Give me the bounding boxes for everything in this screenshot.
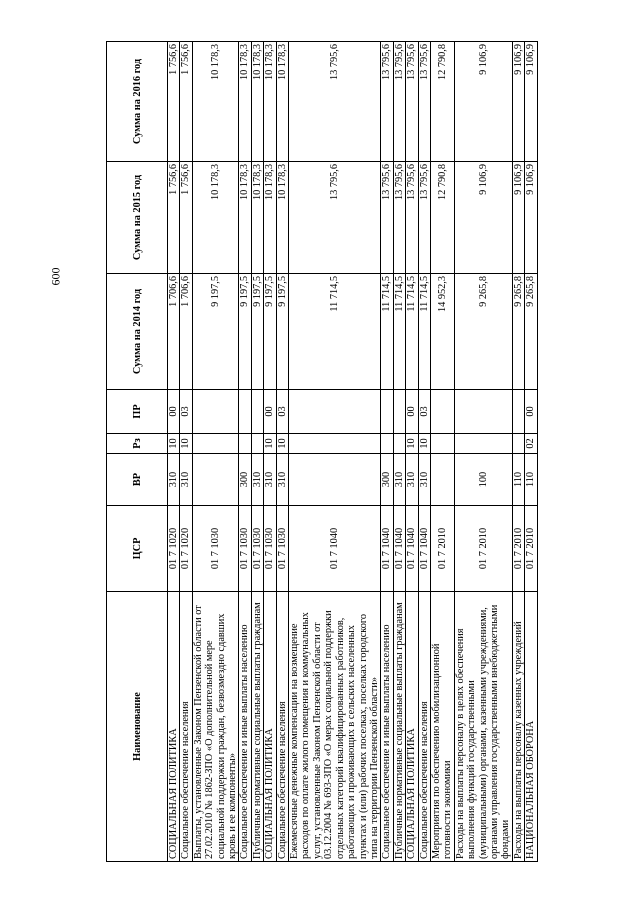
cell-rz: 10 <box>276 434 288 454</box>
cell-rz: 02 <box>525 434 537 454</box>
cell-rz <box>289 434 381 454</box>
cell-sum-2014: 9 197,5 <box>192 274 239 390</box>
cell-vr: 310 <box>393 454 405 506</box>
cell-sum-2016: 13 795,6 <box>393 42 405 162</box>
cell-name: Публичные нормативные социальные выплаты гражданам <box>393 592 405 862</box>
table-row <box>264 42 276 862</box>
cell-pr <box>381 390 393 434</box>
cell-vr <box>192 454 239 506</box>
cell-sum-2016: 1 756,6 <box>180 42 192 162</box>
cell-sum-2015: 9 106,9 <box>454 162 512 274</box>
cell-sum-2014: 1 706,6 <box>180 274 192 390</box>
table-row <box>512 42 524 862</box>
cell-csr: 01 7 1040 <box>393 506 405 592</box>
cell-pr: 00 <box>406 390 418 434</box>
cell-sum-2015: 1 756,6 <box>180 162 192 274</box>
cell-csr: 01 7 2010 <box>512 506 524 592</box>
cell-rz: 10 <box>180 434 192 454</box>
cell-vr: 310 <box>168 454 180 506</box>
cell-sum-2014: 9 197,5 <box>264 274 276 390</box>
cell-csr: 01 7 2010 <box>430 506 454 592</box>
cell-name: НАЦИОНАЛЬНАЯ ОБОРОНА <box>525 592 537 862</box>
cell-csr: 01 7 2010 <box>525 506 537 592</box>
cell-sum-2015: 13 795,6 <box>393 162 405 274</box>
cell-sum-2015: 10 178,3 <box>251 162 263 274</box>
cell-csr: 01 7 1040 <box>289 506 381 592</box>
cell-csr: 01 7 1040 <box>418 506 430 592</box>
cell-pr: 00 <box>264 390 276 434</box>
cell-vr: 310 <box>180 454 192 506</box>
cell-sum-2014: 11 714,5 <box>381 274 393 390</box>
cell-csr: 01 7 1020 <box>180 506 192 592</box>
cell-name: Расходы на выплаты персоналу казенных учреждений <box>512 592 524 862</box>
table-row <box>525 42 537 862</box>
cell-vr: 300 <box>239 454 251 506</box>
header-name: Наименование <box>107 592 168 862</box>
cell-pr <box>393 390 405 434</box>
cell-pr <box>289 390 381 434</box>
page-number <box>46 256 66 296</box>
cell-sum-2016: 10 178,3 <box>251 42 263 162</box>
cell-sum-2015: 10 178,3 <box>276 162 288 274</box>
cell-vr <box>289 454 381 506</box>
cell-name: Выплаты, установленные Законом Пензенской области от 27.02.2010 № 1862-ЗПО «О дополнительной мере социальной поддержки граждан, безвозмездно сдавших кровь и ее компоненты» <box>192 592 239 862</box>
cell-vr: 310 <box>264 454 276 506</box>
cell-sum-2016: 10 178,3 <box>192 42 239 162</box>
table-row <box>180 42 192 862</box>
cell-csr: 01 7 1030 <box>239 506 251 592</box>
cell-name: Социальное обеспечение населения <box>276 592 288 862</box>
cell-csr: 01 7 2010 <box>454 506 512 592</box>
table-row <box>430 42 454 862</box>
cell-csr: 01 7 1020 <box>168 506 180 592</box>
cell-sum-2015: 13 795,6 <box>406 162 418 274</box>
cell-sum-2016: 9 106,9 <box>512 42 524 162</box>
header-csr: ЦСР <box>107 506 168 592</box>
cell-rz <box>430 434 454 454</box>
header-rz: Рз <box>107 434 168 454</box>
cell-csr: 01 7 1040 <box>406 506 418 592</box>
cell-sum-2014: 1 706,6 <box>168 274 180 390</box>
cell-vr: 310 <box>418 454 430 506</box>
table-row <box>393 42 405 862</box>
cell-vr: 310 <box>406 454 418 506</box>
cell-vr: 110 <box>525 454 537 506</box>
table-header-row <box>107 42 168 862</box>
cell-name: Социальное обеспечение населения <box>180 592 192 862</box>
cell-pr <box>512 390 524 434</box>
cell-sum-2015: 9 106,9 <box>512 162 524 274</box>
cell-pr: 00 <box>525 390 537 434</box>
table-row <box>276 42 288 862</box>
table-row <box>406 42 418 862</box>
cell-name: Ежемесячные денежные компенсации на возмещение расходов по оплате жилого помещения и коммунальных услуг, установленные Законом Пензенской области от 03.12.2004 № 693-ЗПО «О мерах социальной поддержки отдельных категорий квалифицированных работников, работающих и проживающих в сельских населенных пунктах и (или) рабочих поселках, поселках городского типа на территории Пензенской области» <box>289 592 381 862</box>
cell-sum-2014: 9 265,8 <box>525 274 537 390</box>
cell-csr: 01 7 1030 <box>192 506 239 592</box>
cell-name: СОЦИАЛЬНАЯ ПОЛИТИКА <box>168 592 180 862</box>
cell-pr: 03 <box>418 390 430 434</box>
cell-rz: 10 <box>418 434 430 454</box>
cell-sum-2016: 10 178,3 <box>264 42 276 162</box>
cell-pr: 03 <box>276 390 288 434</box>
cell-sum-2015: 10 178,3 <box>192 162 239 274</box>
cell-rz <box>454 434 512 454</box>
header-sum-2016: Сумма на 2016 год <box>107 42 168 162</box>
cell-name: Расходы на выплаты персоналу в целях обеспечения выполнения функций государственными (муниципальными) органами, казенными учреждениями, органами управления государственными внебюджетными фондами <box>454 592 512 862</box>
rotated-table-area <box>106 42 537 862</box>
cell-vr <box>430 454 454 506</box>
cell-rz: 10 <box>406 434 418 454</box>
cell-sum-2015: 13 795,6 <box>289 162 381 274</box>
cell-sum-2015: 12 790,8 <box>430 162 454 274</box>
cell-sum-2016: 10 178,3 <box>239 42 251 162</box>
cell-sum-2014: 11 714,5 <box>406 274 418 390</box>
cell-sum-2014: 9 197,5 <box>239 274 251 390</box>
table-container <box>106 42 537 862</box>
cell-vr: 300 <box>381 454 393 506</box>
cell-pr <box>430 390 454 434</box>
cell-rz: 10 <box>168 434 180 454</box>
header-vr: ВР <box>107 454 168 506</box>
cell-sum-2016: 13 795,6 <box>289 42 381 162</box>
cell-name: Социальное обеспечение населения <box>418 592 430 862</box>
cell-sum-2015: 13 795,6 <box>381 162 393 274</box>
cell-sum-2016: 10 178,3 <box>276 42 288 162</box>
cell-name: СОЦИАЛЬНАЯ ПОЛИТИКА <box>406 592 418 862</box>
cell-pr: 00 <box>168 390 180 434</box>
cell-sum-2016: 12 790,8 <box>430 42 454 162</box>
cell-pr: 03 <box>180 390 192 434</box>
table-row <box>454 42 512 862</box>
cell-sum-2015: 13 795,6 <box>418 162 430 274</box>
cell-sum-2015: 1 756,6 <box>168 162 180 274</box>
cell-name: Публичные нормативные социальные выплаты гражданам <box>251 592 263 862</box>
cell-vr: 310 <box>276 454 288 506</box>
page-number-text: 600 <box>48 267 63 285</box>
cell-rz: 10 <box>264 434 276 454</box>
cell-pr <box>239 390 251 434</box>
cell-name: Социальное обеспечение и иные выплаты населению <box>239 592 251 862</box>
cell-pr <box>251 390 263 434</box>
cell-sum-2014: 9 197,5 <box>276 274 288 390</box>
cell-sum-2016: 1 756,6 <box>168 42 180 162</box>
table-row <box>168 42 180 862</box>
cell-pr <box>454 390 512 434</box>
cell-sum-2014: 9 197,5 <box>251 274 263 390</box>
cell-rz <box>239 434 251 454</box>
table-row <box>381 42 393 862</box>
cell-csr: 01 7 1030 <box>264 506 276 592</box>
cell-sum-2016: 13 795,6 <box>406 42 418 162</box>
cell-sum-2014: 14 952,3 <box>430 274 454 390</box>
cell-vr: 110 <box>512 454 524 506</box>
cell-sum-2016: 13 795,6 <box>418 42 430 162</box>
cell-sum-2016: 9 106,9 <box>525 42 537 162</box>
cell-sum-2016: 13 795,6 <box>381 42 393 162</box>
cell-name: СОЦИАЛЬНАЯ ПОЛИТИКА <box>264 592 276 862</box>
cell-csr: 01 7 1030 <box>251 506 263 592</box>
cell-sum-2015: 9 106,9 <box>525 162 537 274</box>
cell-csr: 01 7 1030 <box>276 506 288 592</box>
cell-name: Мероприятия по обеспечению мобилизационной готовности экономики <box>430 592 454 862</box>
cell-csr: 01 7 1040 <box>381 506 393 592</box>
cell-rz <box>192 434 239 454</box>
cell-sum-2015: 10 178,3 <box>264 162 276 274</box>
table-row <box>289 42 381 862</box>
cell-sum-2015: 10 178,3 <box>239 162 251 274</box>
table-row <box>192 42 239 862</box>
cell-sum-2014: 11 714,5 <box>289 274 381 390</box>
cell-vr: 100 <box>454 454 512 506</box>
cell-sum-2014: 11 714,5 <box>393 274 405 390</box>
cell-sum-2014: 9 265,8 <box>512 274 524 390</box>
header-sum-2015: Сумма на 2015 год <box>107 162 168 274</box>
cell-rz <box>381 434 393 454</box>
table-body <box>168 42 538 862</box>
budget-table <box>106 41 538 862</box>
table-row <box>251 42 263 862</box>
cell-rz <box>393 434 405 454</box>
cell-vr: 310 <box>251 454 263 506</box>
cell-pr <box>192 390 239 434</box>
header-pr: ПР <box>107 390 168 434</box>
cell-name: Социальное обеспечение и иные выплаты населению <box>381 592 393 862</box>
cell-sum-2014: 11 714,5 <box>418 274 430 390</box>
cell-sum-2014: 9 265,8 <box>454 274 512 390</box>
cell-rz <box>512 434 524 454</box>
cell-sum-2016: 9 106,9 <box>454 42 512 162</box>
cell-rz <box>251 434 263 454</box>
table-row <box>239 42 251 862</box>
header-sum-2014: Сумма на 2014 год <box>107 274 168 390</box>
table-row <box>418 42 430 862</box>
